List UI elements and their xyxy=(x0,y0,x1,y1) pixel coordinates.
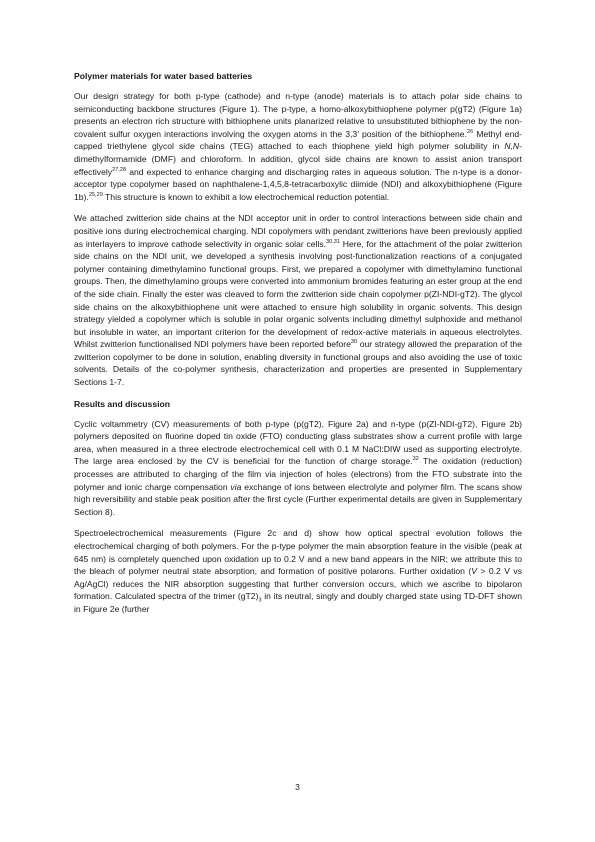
italic-text: via xyxy=(230,481,242,492)
section-heading-results: Results and discussion xyxy=(74,398,170,409)
text-segment: We attached zwitterion side chains at the NDI acceptor unit in order to control interactions between side chain and positive ions during electrochemical charging. NDI copolymers with pendant zwitterions have been previously applied as interlayers to improve cathode selectivity in organic solar cells. xyxy=(74,213,522,249)
text-segment: our strategy allowed the preparation of the zwitterion copolymer to be done in solution, enabling diversity in functional groups and also avoiding the use of toxic solvents. Details of the co-polymer synthesis, characterization and properties are presented in Supplementary Sections 1-7. xyxy=(74,339,522,388)
italic-text: V xyxy=(471,566,477,577)
citation: 25,29 xyxy=(88,191,103,198)
citation: 30,31 xyxy=(326,238,341,245)
citation: 30 xyxy=(350,339,358,346)
text-segment: Spectroelectrochemical measurements (Figure 2c and d) show how optical spectral evolution follows the electrochemical charging of both polymers. For the p-type polymer the main absorption feature in the visible (peak at 645 nm) is completely quenched upon oxidation up to 0.2 V and a new band appears in the NIR; we attribute this to the bleach of polymer neutral state absorption, and formation of positive polarons. Further oxidation ( xyxy=(74,528,522,577)
text-segment: Cyclic voltammetry (CV) measurements of both p-type (p(gT2), Figure 2a) and n-type (p(ZI-NDI-gT2), Figure 2b) polymers deposited on fluorine doped tin oxide (FTO) conducting glass substrates show a current profile with large area, when measured in a three electrode electrochemical cell with 0.1 M NaCl:DIW used as supporting electrolyte. The large area enclosed by the CV is beneficial for the function of charge storage. xyxy=(74,418,522,467)
page-number: 3 xyxy=(295,782,300,792)
citation: 32 xyxy=(412,456,419,463)
paragraph-zwitterion xyxy=(74,212,522,388)
text-segment: exchange of ions between electrolyte and polymer film. The scans show high reversibility and stable peak position after the first cycle (Further experimental details are given in Supplementary Section 8). xyxy=(74,481,522,517)
text-segment: in its neutral, singly and doubly charged state using TD-DFT shown in Figure 2e (further xyxy=(74,591,522,614)
text-segment: > 0.2 V vs Ag/AgCl) reduces the NIR absorption suggesting that further conversion occurs, which we ascribe to bipolaron formation. Calculated spectra of the trimer (gT2) xyxy=(74,566,522,602)
italic-text: N,N xyxy=(504,141,520,152)
citation: 26 xyxy=(466,128,474,135)
text-segment: This structure is known to exhibit a low electrochemical reduction potential. xyxy=(102,191,390,202)
citation: 27,28 xyxy=(112,166,127,173)
text-segment: and expected to enhance charging and discharging rates in aqueous solution. The n-type is a donor-acceptor type copolymer based on naphthalene-1,4,5,8-tetracarboxylic diimide (NDI) and alkoxybithiophene (Figure 1b). xyxy=(74,166,522,202)
subscript: 3 xyxy=(258,598,262,605)
text-segment: -dimethylformamide (DMF) and chloroform. In addition, glycol side chains are known to assist anion transport effectively xyxy=(74,141,522,177)
text-segment: Methyl end-capped triethylene glycol side chains (TEG) attached to each thiophene yield high polymer solubility in xyxy=(74,128,522,152)
text-segment: The oxidation (reduction) processes are attributed to charging of the film via injection of holes (electrons) from the FTO substrate into the polymer and ionic charge compensation xyxy=(74,456,522,492)
paragraph-design-strategy xyxy=(74,90,522,203)
paragraph-spectroelectrochemical xyxy=(74,527,522,615)
text-segment: Here, for the attachment of the polar zwitterion side chains on the NDI unit, we developed a synthesis involving post-functionalization reactions of a conjugated polymer containing dimethylamino functional groups. First, we prepared a copolymer with dimethylamino functional groups. Then, the dimethylamino groups were converted into ammonium bromides featuring an ester group at the end of the side chain. Finally the ester was cleaved to form the zwitterion side chain copolymer p(ZI-NDI-gT2). The glycol side chains on the alkoxybithiophene unit were attached to ensure high solubility in organic solvents. This design strategy yielded a copolymer which is soluble in polar organic solvents including dimethyl sulphoxide and methanol but insoluble in water, an important criterion for the development of redox-active materials in aqueous electrolytes. Whilst zwitterion functionalised NDI polymers have been reported before xyxy=(74,238,522,350)
section-heading-polymer-materials: Polymer materials for water based batteries xyxy=(74,71,253,81)
page-body xyxy=(74,70,522,625)
paragraph-cyclic-voltammetry xyxy=(74,418,522,519)
text-segment: Our design strategy for both p-type (cathode) and n-type (anode) materials is to attach polar side chains to semiconducting backbone structures (Figure 1). The p-type, a homo-alkoxybithiophene polymer p(gT2) (Figure 1a) presents an electron rich structure with bithiophene units planarized relative to unsubstituted bithiophene by the non-covalent sulfur oxygen interactions involving the oxygen atoms in the 3,3’ position of the bithiophene. xyxy=(74,91,522,139)
